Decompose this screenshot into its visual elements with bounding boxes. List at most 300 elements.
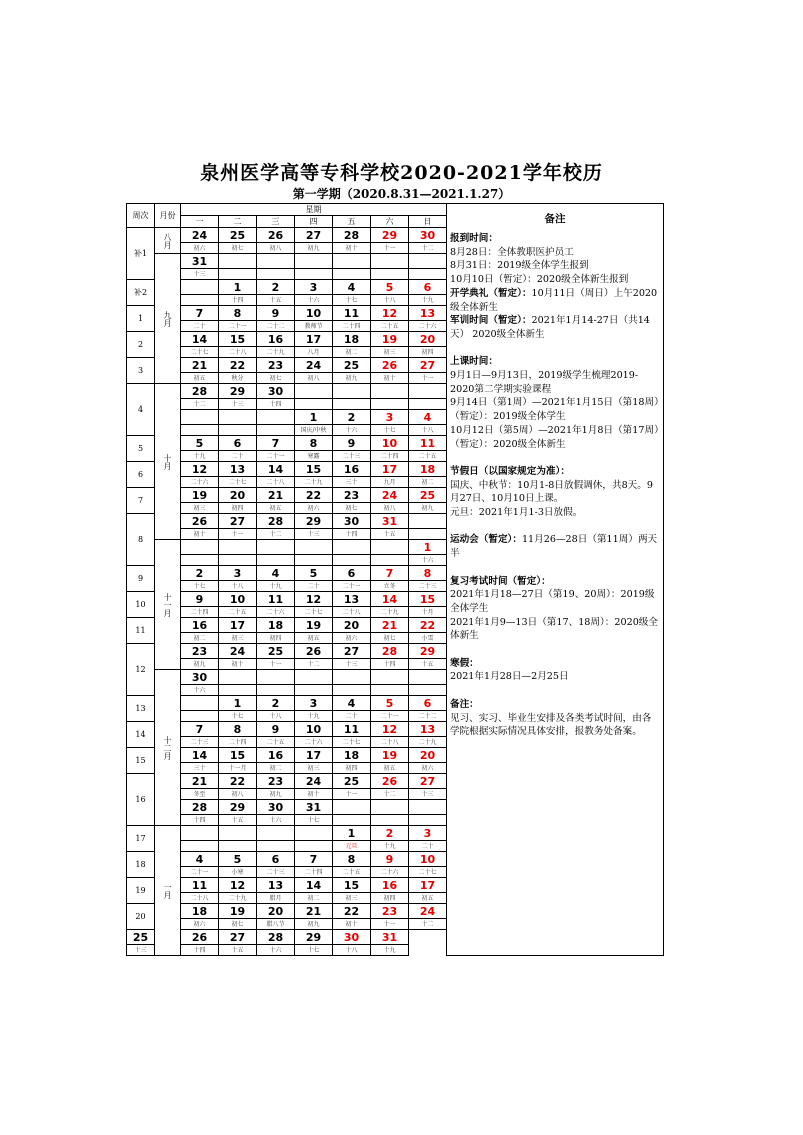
day-cell: 29 [219,384,257,399]
lunar-cell: 十六 [181,685,219,696]
day-cell [333,254,371,269]
lunar-cell: 初五 [257,503,295,514]
day-cell: 7 [257,436,295,451]
day-cell: 5 [371,696,409,711]
weekday-header: 星期 [181,204,447,216]
notes-line [450,588,660,615]
lunar-cell: 十九 [371,841,409,852]
notes-text: 9月1日—9月13日，2019级学生梳理2019-2020第二学期实验课程 [450,370,639,395]
day-cell [181,826,219,841]
week-number: 4 [127,384,155,436]
day-cell: 22 [219,358,257,373]
lunar-cell: 初八 [219,789,257,800]
day-cell: 9 [371,852,409,867]
day-cell: 3 [371,410,409,425]
lunar-cell: 初九 [181,659,219,670]
day-cell: 16 [181,618,219,633]
lunar-cell: 十九 [295,711,333,722]
day-cell: 7 [181,722,219,737]
day-cell: 30 [181,670,219,685]
lunar-cell: 立冬 [371,581,409,592]
week-number: 15 [127,748,155,774]
lunar-cell: 二十七 [219,477,257,488]
lunar-cell: 初十 [333,919,371,930]
lunar-cell: 初三 [219,633,257,644]
lunar-cell: 初七 [219,243,257,254]
lunar-cell [333,555,371,566]
lunar-cell: 初七 [219,919,257,930]
day-cell: 29 [219,800,257,815]
lunar-cell: 十五 [371,529,409,540]
lunar-cell: 初六 [181,243,219,254]
lunar-cell: 十五 [219,815,257,826]
lunar-cell: 初五 [409,893,447,904]
lunar-cell: 十九 [371,945,409,956]
lunar-cell: 初七 [371,633,409,644]
day-cell: 3 [219,566,257,581]
day-cell: 27 [219,930,257,945]
day-cell: 12 [371,722,409,737]
day-cell [409,670,447,685]
notes-text-detail: 2021年1月14-27日（共14天） 2020级全体新生 [450,315,650,340]
lunar-cell [295,841,333,852]
day-cell: 8 [409,566,447,581]
day-cell: 9 [181,592,219,607]
day-cell: 15 [295,462,333,477]
notes-line [450,506,660,520]
lunar-cell: 二十 [333,711,371,722]
day-cell: 30 [257,800,295,815]
week-number: 补2 [127,280,155,306]
lunar-cell: 十四 [371,659,409,670]
lunar-cell: 腊八节 [257,919,295,930]
notes-line [450,424,660,451]
notes-panel [447,204,664,956]
day-cell: 28 [181,384,219,399]
lunar-cell: 三十 [181,763,219,774]
day-cell [295,826,333,841]
day-cell: 5 [295,566,333,581]
lunar-cell: 初九 [333,373,371,384]
lunar-cell [333,685,371,696]
day-cell: 5 [181,436,219,451]
lunar-cell: 腊月 [257,893,295,904]
day-cell: 19 [219,904,257,919]
day-cell: 1 [409,540,447,555]
notes-line [450,369,660,396]
lunar-cell: 二十四 [181,607,219,618]
notes-line [450,355,660,369]
lunar-cell: 十一 [409,373,447,384]
lunar-cell: 二十九 [219,893,257,904]
day-cell: 8 [219,722,257,737]
lunar-cell [219,425,257,436]
notes-spacer [450,643,660,657]
week-number: 6 [127,462,155,488]
notes-line [450,396,660,423]
lunar-cell: 初四 [409,347,447,358]
day-cell: 1 [219,280,257,295]
notes-text: 2021年1月28日—2月25日 [450,671,569,683]
lunar-cell: 十七 [371,425,409,436]
lunar-cell: 元旦 [333,841,371,852]
day-cell: 9 [257,306,295,321]
day-cell: 8 [295,436,333,451]
lunar-cell: 二十三 [257,867,295,878]
day-cell: 11 [409,436,447,451]
day-cell: 20 [333,618,371,633]
lunar-cell: 二十九 [409,737,447,748]
notes-spacer [450,451,660,465]
day-cell [219,410,257,425]
month-header: 月份 [155,204,181,228]
lunar-cell: 十六 [409,555,447,566]
lunar-cell: 十三 [127,945,155,956]
day-cell: 29 [409,644,447,659]
notes-text: 国庆、中秋节：10月1-8日放假调休，共8天。9月27日、10月10日上课。 [450,479,653,505]
day-cell: 18 [333,332,371,347]
lunar-cell: 十九 [181,451,219,462]
lunar-cell: 十六 [257,945,295,956]
day-cell: 15 [219,332,257,347]
day-cell: 13 [257,878,295,893]
lunar-cell: 小寒 [219,867,257,878]
notes-text: 元旦：2021年1月1-3日放假。 [450,507,583,519]
day-cell: 21 [371,618,409,633]
day-cell: 18 [409,462,447,477]
week-number: 8 [127,514,155,566]
lunar-cell: 初四 [219,503,257,514]
lunar-cell [181,425,219,436]
lunar-cell: 初八 [295,373,333,384]
notes-line [450,698,660,712]
lunar-cell: 初七 [257,373,295,384]
day-cell: 31 [295,800,333,815]
lunar-cell: 二十二 [409,711,447,722]
lunar-cell: 国庆/中秋 [295,425,333,436]
week-number: 17 [127,826,155,852]
day-cell: 25 [333,774,371,789]
day-cell: 10 [371,436,409,451]
notes-text: 备注： [450,698,479,710]
lunar-cell: 九月 [371,477,409,488]
day-cell: 6 [409,696,447,711]
day-cell: 21 [181,358,219,373]
lunar-cell: 初五 [181,373,219,384]
day-cell [333,670,371,685]
week-number: 19 [127,878,155,904]
day-cell: 31 [371,514,409,529]
day-cell: 12 [295,592,333,607]
lunar-cell [409,529,447,540]
notes-text: 2021年1月18—27日（第19、20周）：2019级全体学生 [450,589,655,614]
day-cell: 30 [409,228,447,243]
day-cell [295,384,333,399]
day-cell [219,826,257,841]
lunar-cell: 二十三 [333,451,371,462]
lunar-cell: 十八 [333,945,371,956]
day-cell: 4 [333,280,371,295]
lunar-cell [333,399,371,410]
day-cell: 14 [181,332,219,347]
day-cell: 14 [181,748,219,763]
lunar-cell: 二十九 [371,607,409,618]
lunar-cell: 十七 [333,295,371,306]
day-cell [295,254,333,269]
lunar-cell [371,685,409,696]
page-title: 泉州医学高等专科学校2020-2021学年校历 [200,162,603,184]
day-cell [409,384,447,399]
lunar-cell [295,555,333,566]
lunar-cell: 二十六 [409,321,447,332]
notes-text: 开学典礼（暂定）： [450,287,532,299]
day-cell: 13 [219,462,257,477]
notes-line [450,246,660,260]
day-cell: 4 [333,696,371,711]
day-cell [219,670,257,685]
day-cell: 10 [409,852,447,867]
day-cell: 3 [295,696,333,711]
lunar-cell [371,555,409,566]
day-cell: 30 [333,514,371,529]
week-number: 补1 [127,228,155,280]
lunar-cell: 二十八 [257,477,295,488]
lunar-cell: 二十四 [219,737,257,748]
day-cell: 10 [295,722,333,737]
lunar-cell: 初四 [333,763,371,774]
day-cell: 27 [333,644,371,659]
notes-line [450,616,660,643]
week-number: 16 [127,774,155,826]
lunar-cell: 二十五 [333,867,371,878]
lunar-cell [181,555,219,566]
day-cell: 28 [181,800,219,815]
lunar-cell: 十七 [219,711,257,722]
lunar-cell: 二十五 [371,321,409,332]
lunar-cell: 初五 [371,763,409,774]
day-cell [257,670,295,685]
lunar-cell: 十一 [257,659,295,670]
day-cell: 25 [257,644,295,659]
notes-text: 节假日（以国家规定为准）： [450,465,570,477]
lunar-cell: 二十一 [219,321,257,332]
day-cell [333,384,371,399]
day-cell: 11 [333,722,371,737]
lunar-cell: 二十四 [295,867,333,878]
notes-text: 运动会（暂定）： [450,534,522,546]
lunar-cell: 二十八 [371,737,409,748]
day-cell: 3 [409,826,447,841]
day-cell [181,280,219,295]
lunar-cell: 二十八 [181,893,219,904]
lunar-cell [333,269,371,280]
lunar-cell: 初三 [181,503,219,514]
lunar-cell: 二十 [181,321,219,332]
lunar-cell: 初九 [409,503,447,514]
day-cell: 9 [333,436,371,451]
lunar-cell [257,269,295,280]
lunar-cell: 十四 [257,399,295,410]
day-cell [409,514,447,529]
day-cell: 26 [257,228,295,243]
week-number: 14 [127,722,155,748]
lunar-cell: 冬至 [181,789,219,800]
day-cell: 13 [333,592,371,607]
notes-text-detail: 10月11日（周日）上午2020级全体新生 [450,287,658,313]
lunar-cell: 初九 [295,243,333,254]
day-cell: 29 [371,228,409,243]
notes-text: 10月10日（暂定）：2020级全体新生报到 [450,274,629,286]
lunar-cell: 十二 [409,919,447,930]
day-cell: 18 [181,904,219,919]
week-number: 18 [127,852,155,878]
lunar-cell [181,295,219,306]
lunar-cell: 二十九 [295,477,333,488]
notes-line [450,533,660,560]
lunar-cell [371,399,409,410]
day-cell [257,826,295,841]
day-cell: 30 [257,384,295,399]
notes-text: 见习、实习、毕业生安排及各类考试时间，由各学院根据实际情况具体安排，报教务处备案。 [450,712,652,738]
calendar-table [126,203,664,956]
notes-line [450,670,660,684]
day-cell: 2 [257,280,295,295]
day-cell [371,254,409,269]
lunar-cell: 二十一 [257,451,295,462]
lunar-cell [181,841,219,852]
day-cell: 28 [371,644,409,659]
day-cell: 31 [181,254,219,269]
lunar-cell: 十一 [371,919,409,930]
day-cell: 6 [333,566,371,581]
day-cell: 9 [257,722,295,737]
day-cell: 16 [257,748,295,763]
lunar-cell: 十八 [409,425,447,436]
week-number: 5 [127,436,155,462]
lunar-cell: 初十 [333,243,371,254]
day-cell: 21 [295,904,333,919]
month-label: 十二月 [155,670,181,826]
day-cell: 25 [409,488,447,503]
notes-line [450,259,660,273]
day-cell: 24 [295,358,333,373]
lunar-cell [219,555,257,566]
notes-spacer [450,561,660,575]
day-cell [409,800,447,815]
week-number: 2 [127,332,155,358]
month-label: 九月 [155,254,181,384]
day-cell: 10 [219,592,257,607]
day-cell: 1 [219,696,257,711]
day-cell: 23 [333,488,371,503]
day-cell [219,254,257,269]
day-cell: 20 [409,748,447,763]
day-cell [371,384,409,399]
day-cell: 17 [371,462,409,477]
weekday-1: 一 [181,216,219,228]
lunar-cell: 二十七 [409,867,447,878]
day-cell: 1 [295,410,333,425]
day-cell: 23 [257,774,295,789]
lunar-cell: 十九 [409,295,447,306]
lunar-cell: 二十 [219,451,257,462]
notes-text: 报到时间： [450,233,498,244]
lunar-cell: 初六 [181,919,219,930]
lunar-cell: 二十六 [181,477,219,488]
week-number: 12 [127,644,155,696]
day-cell [257,540,295,555]
day-cell [409,254,447,269]
lunar-cell: 十三 [333,659,371,670]
day-cell: 13 [409,722,447,737]
lunar-cell: 二十九 [257,347,295,358]
day-cell: 5 [219,852,257,867]
day-cell: 26 [181,930,219,945]
lunar-cell: 初九 [257,789,295,800]
day-cell: 1 [333,826,371,841]
day-cell [333,800,371,815]
lunar-cell: 十四 [333,529,371,540]
day-cell [181,540,219,555]
lunar-cell: 二十五 [409,451,447,462]
lunar-cell: 二十七 [181,347,219,358]
lunar-cell: 初九 [295,919,333,930]
notes-text: 2021年1月9—13日（第17、18周）：2020级全体新生 [450,616,658,642]
day-cell: 19 [371,748,409,763]
day-cell: 20 [409,332,447,347]
day-cell: 28 [257,514,295,529]
day-cell: 4 [409,410,447,425]
notes-text: 寒假： [450,657,479,669]
notes-heading: 备注 [544,213,566,225]
week-number: 1 [127,306,155,332]
lunar-cell [409,685,447,696]
day-cell: 26 [181,514,219,529]
day-cell: 25 [333,358,371,373]
day-cell: 19 [295,618,333,633]
lunar-cell: 十六 [257,815,295,826]
lunar-cell [257,555,295,566]
day-cell: 11 [181,878,219,893]
day-cell: 28 [333,228,371,243]
lunar-cell: 初四 [371,893,409,904]
lunar-cell: 初二 [295,893,333,904]
lunar-cell [371,815,409,826]
lunar-cell: 十四 [181,945,219,956]
day-cell [257,410,295,425]
lunar-cell: 二十一 [333,581,371,592]
day-cell: 24 [219,644,257,659]
lunar-cell [409,399,447,410]
day-cell: 23 [257,358,295,373]
lunar-cell [181,711,219,722]
lunar-cell: 二十七 [333,737,371,748]
day-cell: 14 [257,462,295,477]
lunar-cell: 初八 [257,243,295,254]
day-cell [371,800,409,815]
lunar-cell: 十九 [257,581,295,592]
day-cell: 21 [181,774,219,789]
day-cell: 2 [257,696,295,711]
lunar-cell: 初六 [409,763,447,774]
lunar-cell [409,815,447,826]
weekday-6: 六 [371,216,409,228]
day-cell: 5 [371,280,409,295]
lunar-cell [219,841,257,852]
day-cell: 29 [295,930,333,945]
lunar-cell: 十一 [333,789,371,800]
lunar-cell: 初三 [333,893,371,904]
